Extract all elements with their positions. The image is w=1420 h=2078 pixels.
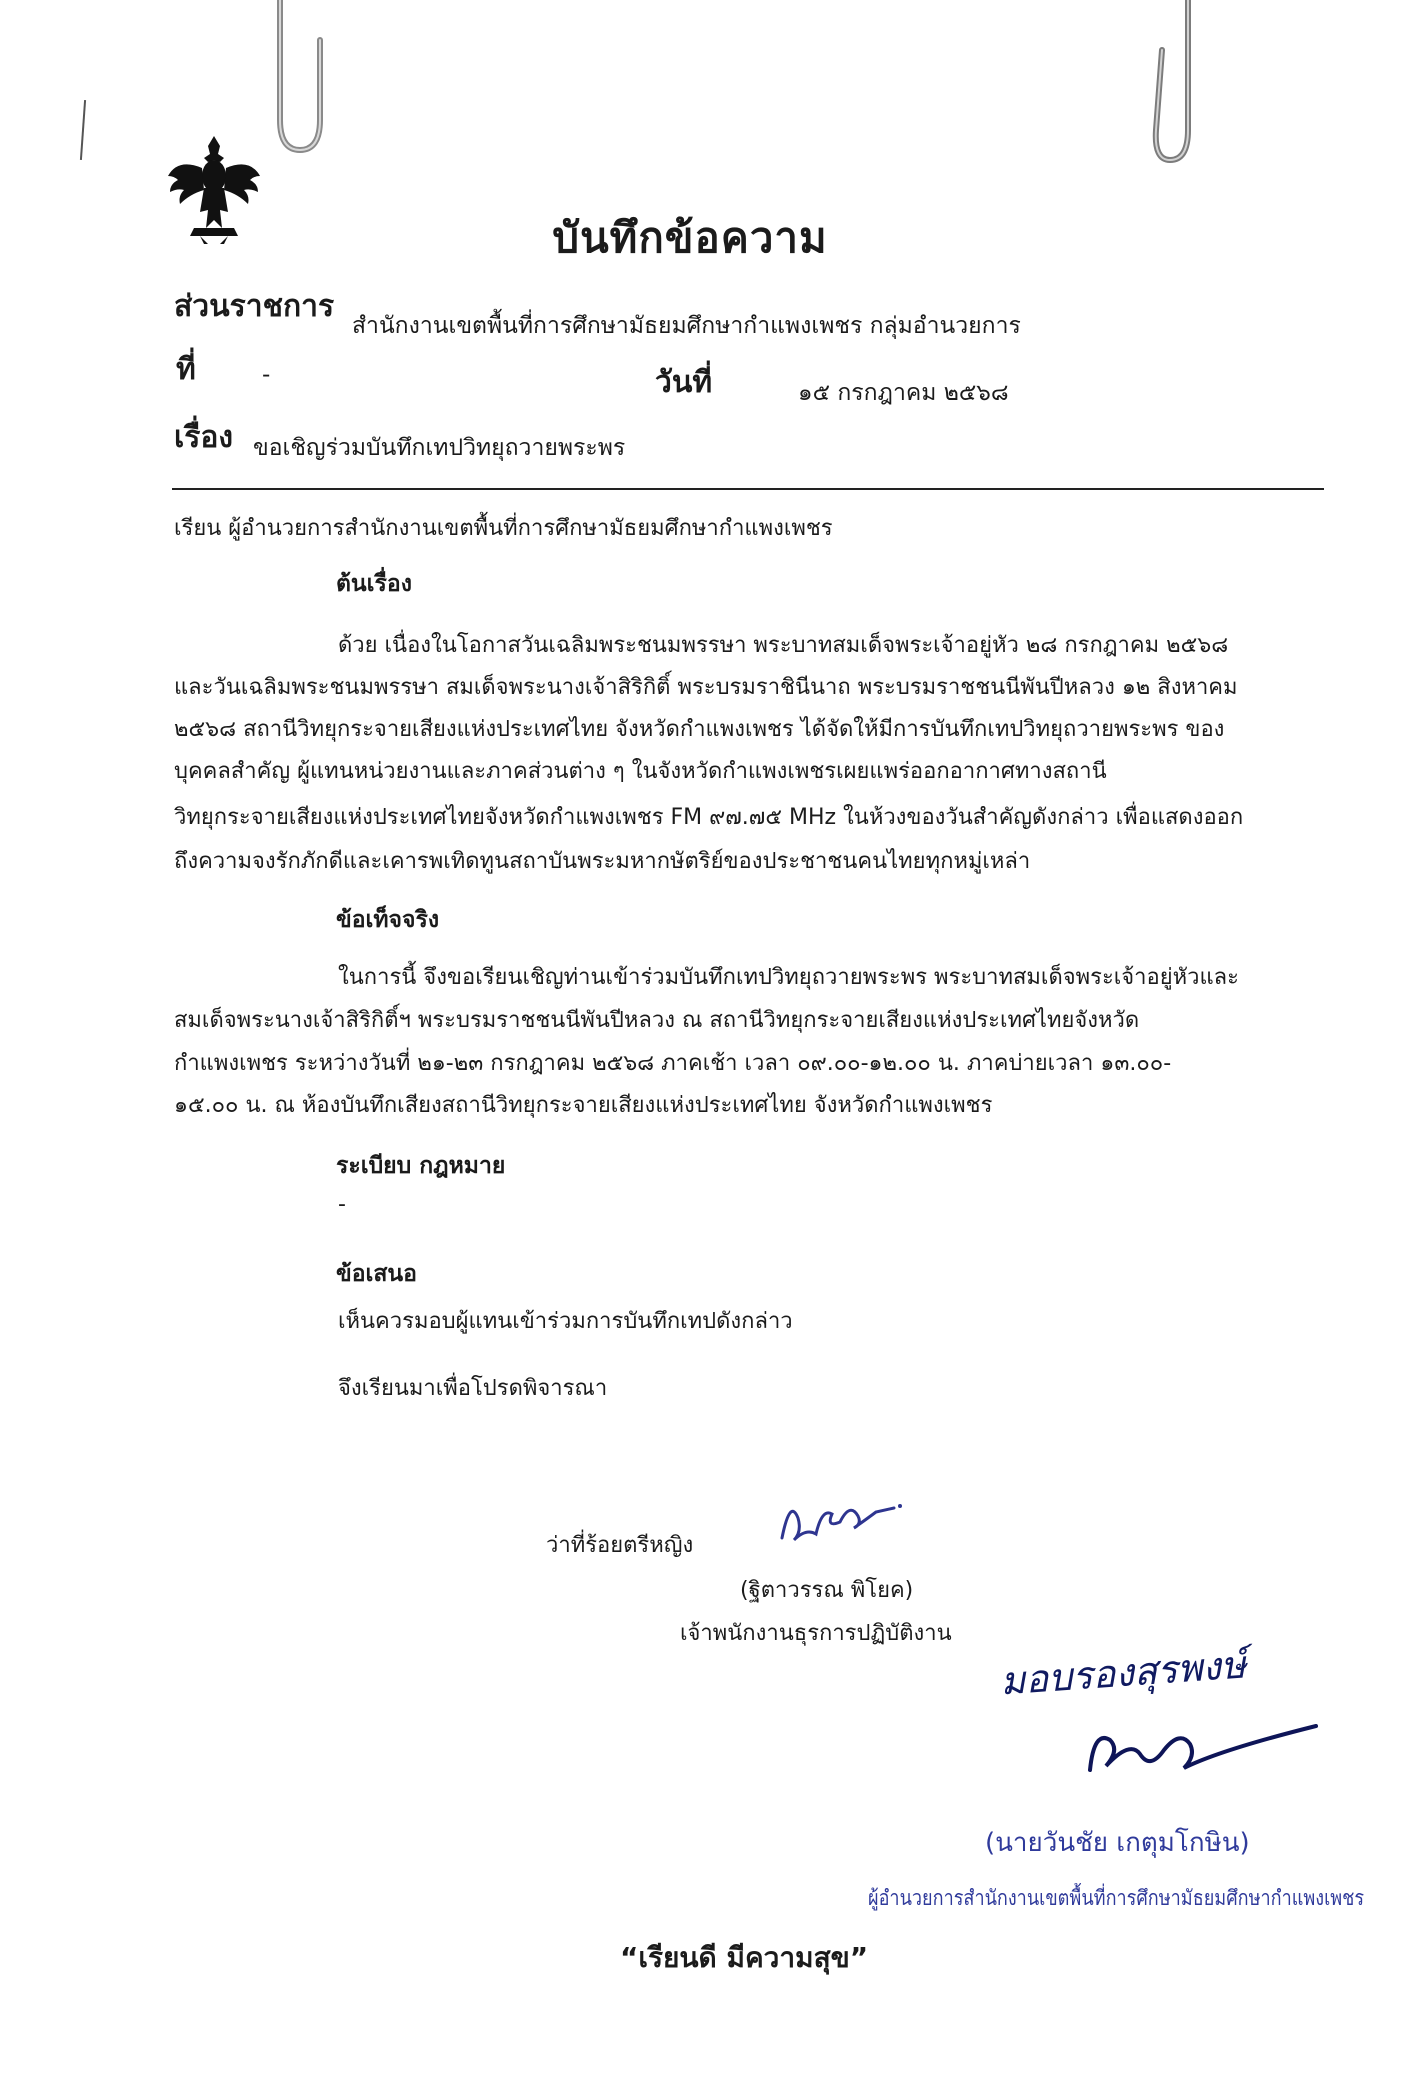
handwritten-note: มอบรองสุรพงษ์ bbox=[998, 1642, 1248, 1704]
signer-rank: ว่าที่ร้อยตรีหญิง bbox=[546, 1533, 694, 1558]
origin-line: วิทยุกระจายเสียงแห่งประเทศไทยจังหวัดกำแพงเพชร FM ๙๗.๗๕ MHz ในห้วงของวันสำคัญดังกล่าว เพื่อแสดงออก bbox=[174, 805, 1244, 830]
proposal-heading: ข้อเสนอ bbox=[336, 1261, 417, 1287]
origin-line: ถึงความจงรักภักดีและเคารพเทิดทูนสถาบันพระมหากษัตริย์ของประชาชนคนไทยทุกหมู่เหล่า bbox=[174, 849, 1031, 874]
approver-stamp-position: ผู้อำนวยการสำนักงานเขตพื้นที่การศึกษามัธยมศึกษากำแพงเพชร bbox=[868, 1886, 1365, 1910]
signer-position: เจ้าพนักงานธุรการปฏิบัติงาน bbox=[680, 1621, 952, 1646]
agency-label: ส่วนราชการ bbox=[174, 289, 335, 324]
proposal-text: เห็นควรมอบผู้แทนเข้าร่วมการบันทึกเทปดังกล่าว bbox=[338, 1309, 793, 1334]
law-value: - bbox=[338, 1192, 346, 1217]
facts-line: ในการนี้ จึงขอเรียนเชิญท่านเข้าร่วมบันทึกเทปวิทยุถวายพระพร พระบาทสมเด็จพระเจ้าอยู่หัวและ bbox=[338, 965, 1239, 990]
date-value: ๑๕ กรกฎาคม ๒๕๖๘ bbox=[798, 380, 1009, 406]
facts-line: สมเด็จพระนางเจ้าสิริกิติ์ฯ พระบรมราชชนนีพันปีหลวง ณ สถานีวิทยุกระจายเสียงแห่งประเทศไทยจังหวัด bbox=[174, 1008, 1140, 1033]
signature-mark bbox=[776, 1488, 906, 1558]
closing-text: จึงเรียนมาเพื่อโปรดพิจารณา bbox=[338, 1376, 608, 1401]
origin-heading: ต้นเรื่อง bbox=[336, 571, 412, 597]
paper-clip-icon bbox=[1148, 0, 1208, 170]
salutation: เรียน ผู้อำนวยการสำนักงานเขตพื้นที่การศึกษามัธยมศึกษากำแพงเพชร bbox=[174, 516, 833, 541]
memo-title: บันทึกข้อความ bbox=[552, 213, 828, 262]
ref-label: ที่ bbox=[176, 352, 196, 387]
agency-value: สำนักงานเขตพื้นที่การศึกษามัธยมศึกษากำแพงเพชร กลุ่มอำนวยการ bbox=[352, 313, 1021, 339]
footer-motto: “เรียนดี มีความสุข” bbox=[620, 1941, 869, 1974]
subject-label: เรื่อง bbox=[174, 420, 234, 455]
subject-value: ขอเชิญร่วมบันทึกเทปวิทยุถวายพระพร bbox=[253, 435, 626, 461]
law-heading: ระเบียบ กฎหมาย bbox=[336, 1153, 506, 1179]
origin-line: ด้วย เนื่องในโอกาสวันเฉลิมพระชนมพรรษา พระบาทสมเด็จพระเจ้าอยู่หัว ๒๘ กรกฎาคม ๒๕๖๘ bbox=[338, 633, 1229, 658]
approver-signature-mark bbox=[1080, 1710, 1320, 1790]
origin-line: บุคคลสำคัญ ผู้แทนหน่วยงานและภาคส่วนต่าง ๆ ในจังหวัดกำแพงเพชรเผยแพร่ออกอากาศทางสถานี bbox=[174, 759, 1107, 784]
date-label: วันที่ bbox=[655, 365, 713, 400]
signer-name: (ฐิตาวรรณ พิโยค) bbox=[740, 1578, 914, 1603]
facts-line: กำแพงเพชร ระหว่างวันที่ ๒๑-๒๓ กรกฎาคม ๒๕๖๘ ภาคเช้า เวลา ๐๙.๐๐-๑๒.๐๐ น. ภาคบ่ายเวลา ๑๓.๐๐- bbox=[174, 1051, 1172, 1076]
facts-line: ๑๕.๐๐ น. ณ ห้องบันทึกเสียงสถานีวิทยุกระจายเสียงแห่งประเทศไทย จังหวัดกำแพงเพชร bbox=[174, 1093, 993, 1118]
ref-value: - bbox=[262, 362, 271, 388]
paper-clip-icon bbox=[270, 0, 330, 160]
approver-stamp-name: (นายวันชัย เกตุมโกษิน) bbox=[985, 1828, 1250, 1858]
origin-line: ๒๕๖๘ สถานีวิทยุกระจายเสียงแห่งประเทศไทย จังหวัดกำแพงเพชร ได้จัดให้มีการบันทึกเทปวิทยุถวายพระพร ของ bbox=[174, 717, 1225, 742]
origin-line: และวันเฉลิมพระชนมพรรษา สมเด็จพระนางเจ้าสิริกิติ์ พระบรมราชินีนาถ พระบรมราชชนนีพันปีหลวง ๑๒ สิงหาคม bbox=[174, 675, 1238, 700]
facts-heading: ข้อเท็จจริง bbox=[336, 907, 440, 933]
pencil-mark bbox=[80, 100, 86, 160]
header-divider bbox=[172, 488, 1324, 490]
